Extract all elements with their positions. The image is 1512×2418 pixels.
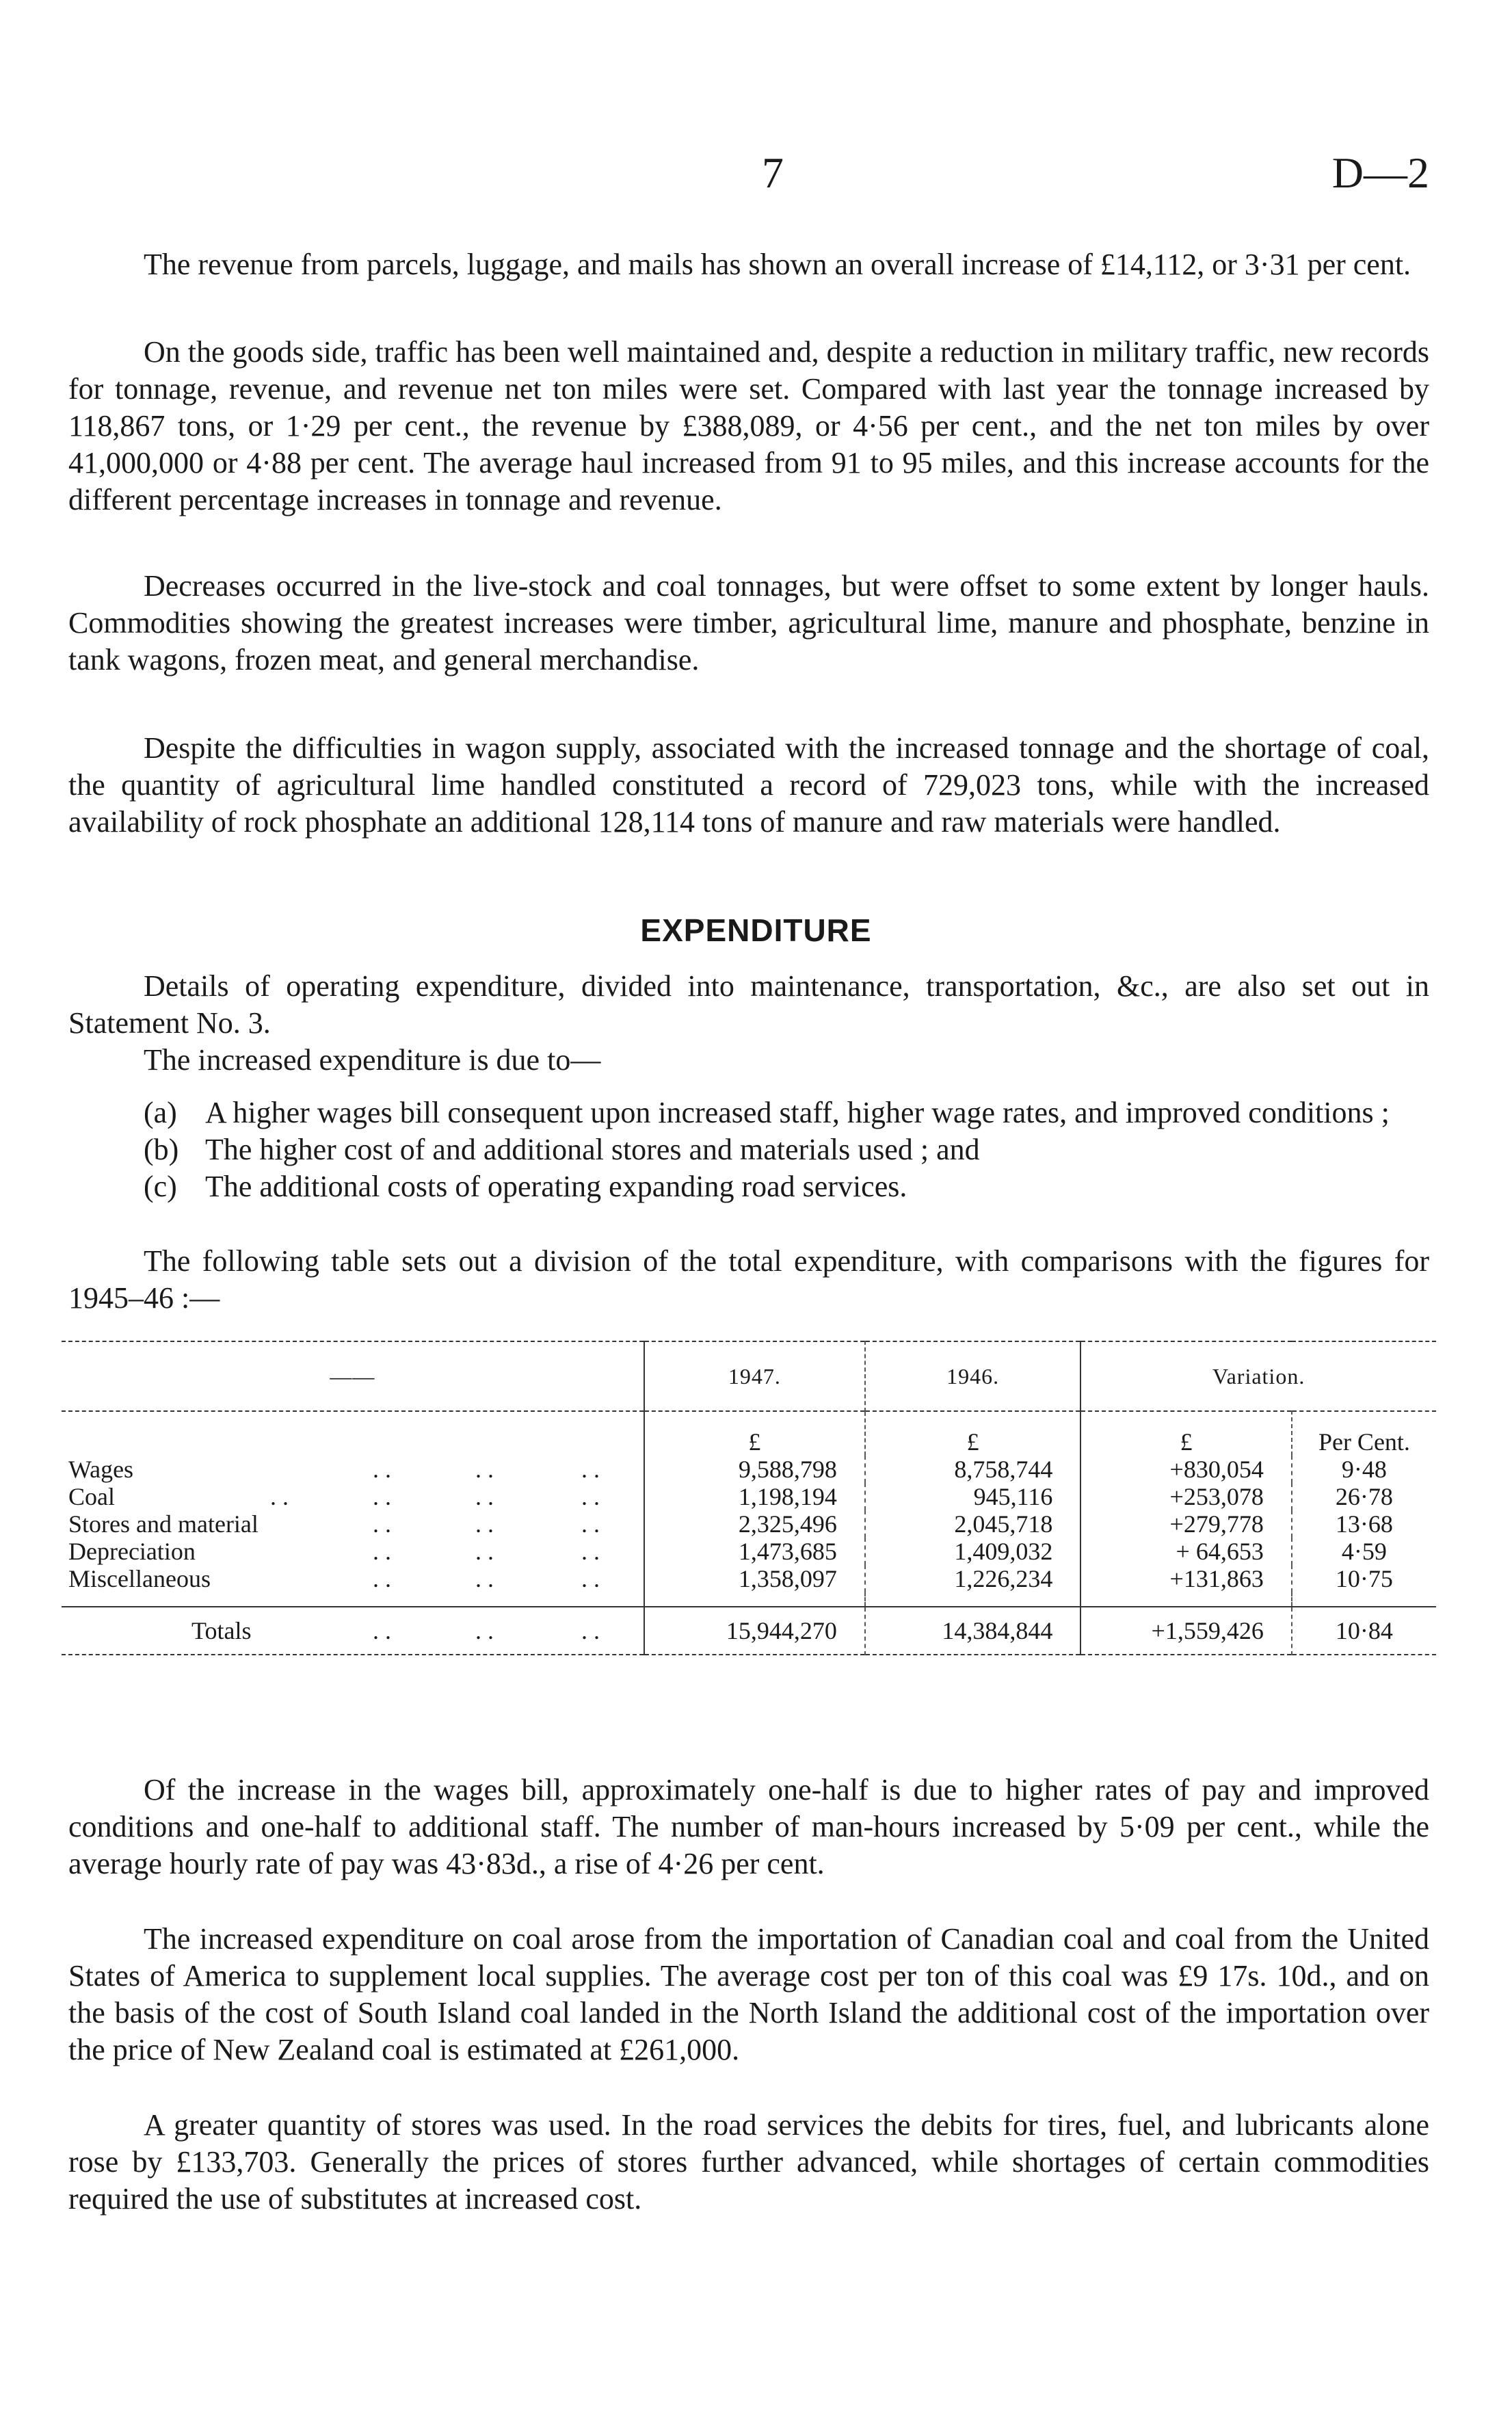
dot-leader: . . — [581, 1456, 600, 1483]
cell-1946: 945,116 — [865, 1483, 1081, 1510]
unit-1947: £ — [644, 1411, 865, 1456]
page-number: 7 — [762, 148, 784, 197]
dot-leader: . . — [373, 1617, 391, 1644]
paragraph-coal-expenditure: The increased expenditure on coal arose from the importation of Canadian coal and coal from the United States of America to supplement local supplies. The average cost per ton of this coal was £9 17s. 10d., and on the basis of the cost of South Island coal landed in the North Island the additional cost of the importation over the price of New Zealand coal is estimated at £261,000. — [68, 1922, 1429, 2066]
cell-1947: 9,588,798 — [644, 1456, 865, 1483]
reason-text: A higher wages bill consequent upon increased staff, higher wage rates, and improved conditions ; — [205, 1096, 1390, 1129]
reason-marker: (a) — [144, 1096, 177, 1129]
paragraph-decreases: Decreases occurred in the live-stock and coal tonnages, but were offset to some extent by longer hauls. Commodities showing the greatest increases were timber, agricultural lime, manure and phosphate, benzine in tank wagons, frozen meat, and general merchandise. — [68, 569, 1429, 676]
paragraph-parcels-revenue: The revenue from parcels, luggage, and mails has shown an overall increase of £14,112, or 3·31 per cent. — [144, 248, 1411, 281]
dot-leader: . . — [373, 1538, 391, 1565]
cell-1946: 8,758,744 — [865, 1456, 1081, 1483]
cell-1947: 1,358,097 — [644, 1565, 865, 1592]
paragraph-operating-details: Details of operating expenditure, divided into maintenance, transportation, &c., are also set out in Statement No. 3. — [68, 969, 1429, 1040]
paragraph-agricultural-lime: Despite the difficulties in wagon supply, associated with the increased tonnage and the shortage of coal, the quantity of agricultural lime handled constituted a record of 729,023 tons, while with the increased availability of rock phosphate an additional 128,114 tons of manure and raw materials were handled. — [68, 731, 1429, 839]
dot-leader: . . — [581, 1510, 600, 1538]
header-variation: Variation. — [1080, 1341, 1436, 1411]
cell-1946: 1,226,234 — [865, 1565, 1081, 1592]
table-unit-row — [62, 1411, 1436, 1456]
dot-leader: . . — [581, 1565, 600, 1592]
row-label: Wages — [68, 1456, 134, 1483]
dot-leader: . . — [581, 1483, 600, 1510]
cell-percent: 26·78 — [1292, 1483, 1436, 1510]
header-1947: 1947. — [644, 1341, 865, 1411]
dot-leader: . . — [475, 1617, 494, 1644]
table-totals-row — [62, 1607, 1436, 1655]
dot-leader: . . — [475, 1565, 494, 1592]
dot-leader: . . — [475, 1510, 494, 1538]
series-code: D—2 — [1331, 148, 1429, 197]
unit-variation: £ — [1080, 1411, 1292, 1456]
cell-variation: +279,778 — [1080, 1510, 1292, 1538]
dot-leader: . . — [373, 1565, 391, 1592]
cell-1946: 2,045,718 — [865, 1510, 1081, 1538]
reason-item — [68, 1094, 1429, 1131]
row-label: Depreciation — [68, 1538, 196, 1565]
reason-text: The additional costs of operating expanding road services. — [205, 1170, 907, 1203]
cell-variation: +131,863 — [1080, 1565, 1292, 1592]
paragraph-wages-increase: Of the increase in the wages bill, approximately one-half is due to higher rates of pay and improved conditions and one-half to additional staff. The number of man-hours increased by 5·09 per cent., while the average hourly rate of pay was 43·83d., a rise of 4·26 per cent. — [68, 1773, 1429, 1880]
paragraph-increase-due-to: The increased expenditure is due to— — [144, 1043, 601, 1077]
dot-leader: . . — [475, 1456, 494, 1483]
table-row — [62, 1483, 1436, 1510]
cell-variation: + 64,653 — [1080, 1538, 1292, 1565]
dot-leader: . . — [581, 1617, 600, 1644]
expenditure-table — [62, 1341, 1436, 1655]
row-label: Miscellaneous — [68, 1565, 211, 1592]
table-header-row — [62, 1341, 1436, 1411]
dot-leader: . . — [373, 1456, 391, 1483]
cell-1946: 1,409,032 — [865, 1538, 1081, 1565]
row-label: Coal — [68, 1483, 115, 1510]
table-row — [62, 1510, 1436, 1538]
section-heading-expenditure: EXPENDITURE — [640, 912, 872, 948]
dot-leader: . . — [373, 1510, 391, 1538]
cell-percent: 10·75 — [1292, 1565, 1436, 1592]
cell-percent: 13·68 — [1292, 1510, 1436, 1538]
cell-variation: +830,054 — [1080, 1456, 1292, 1483]
cell-1947: 1,198,194 — [644, 1483, 865, 1510]
dot-leader: . . — [581, 1538, 600, 1565]
paragraph-stores: A greater quantity of stores was used. In the road services the debits for tires, fuel, and lubricants alone rose by £133,703. Generally the prices of stores further advanced, while shortages of certain commodities required the use of substitutes at increased cost. — [68, 2108, 1429, 2216]
paragraph-goods-traffic: On the goods side, traffic has been well maintained and, despite a reduction in military traffic, new records for tonnage, revenue, and revenue net ton miles were set. Compared with last year the tonnage increased by 118,867 tons, or 1·29 per cent., the revenue by £388,089, or 4·56 per cent., and the net ton miles by over 41,000,000 or 4·88 per cent. The average haul increased from 91 to 95 miles, and this increase accounts for the different percentage increases in tonnage and revenue. — [68, 335, 1429, 516]
total-variation: +1,559,426 — [1080, 1607, 1292, 1655]
cell-variation: +253,078 — [1080, 1483, 1292, 1510]
header-label-dash: —— — [330, 1364, 375, 1389]
total-percent: 10·84 — [1292, 1607, 1436, 1655]
table-row — [62, 1456, 1436, 1483]
reason-item — [68, 1131, 1429, 1168]
reason-item — [68, 1168, 1429, 1205]
reasons-list — [68, 1094, 1429, 1205]
cell-1947: 2,325,496 — [644, 1510, 865, 1538]
header-1946: 1946. — [865, 1341, 1081, 1411]
cell-percent: 9·48 — [1292, 1456, 1436, 1483]
paragraph-table-intro: The following table sets out a division of the total expenditure, with comparisons with the figures for 1945–46 :— — [68, 1244, 1429, 1315]
row-label: Stores and material — [68, 1510, 258, 1538]
dot-leader: . . — [475, 1538, 494, 1565]
table-row — [62, 1565, 1436, 1592]
reason-marker: (c) — [144, 1170, 177, 1203]
totals-label: Totals — [191, 1617, 252, 1644]
reason-marker: (b) — [144, 1133, 179, 1166]
cell-percent: 4·59 — [1292, 1538, 1436, 1565]
dot-leader: . . — [475, 1483, 494, 1510]
total-1947: 15,944,270 — [644, 1607, 865, 1655]
total-1946: 14,384,844 — [865, 1607, 1081, 1655]
table-row — [62, 1538, 1436, 1565]
dot-leader: . . — [373, 1483, 391, 1510]
unit-1946: £ — [865, 1411, 1081, 1456]
expenditure-table-container — [62, 1341, 1436, 1655]
reason-text: The higher cost of and additional stores and materials used ; and — [205, 1133, 980, 1166]
unit-percent: Per Cent. — [1292, 1411, 1436, 1456]
cell-1947: 1,473,685 — [644, 1538, 865, 1565]
dot-leader: . . — [270, 1483, 289, 1510]
